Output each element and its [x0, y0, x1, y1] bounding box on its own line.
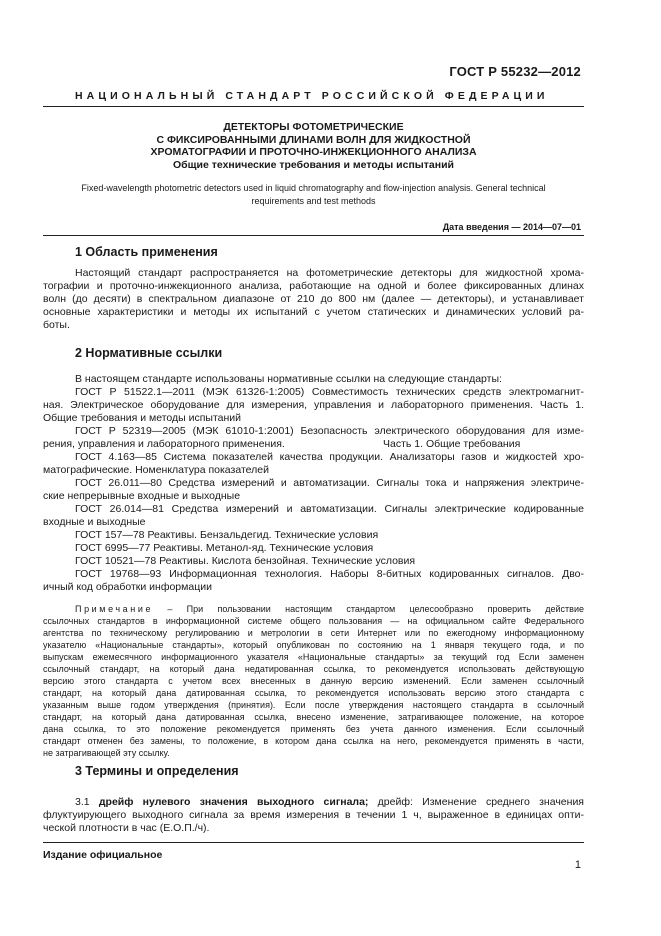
header-rule — [43, 106, 584, 107]
term-line — [75, 796, 584, 809]
title-line: ДЕТЕКТОРЫ ФОТОМЕТРИЧЕСКИЕ — [223, 121, 404, 133]
page-number: 1 — [574, 859, 581, 871]
note-label: Примечание — [75, 604, 154, 614]
reference-line: ГОСТ 4.163—85 Система показателей качества продукции. Анализаторы газов и жидкостей хро- — [75, 451, 584, 463]
english-title — [43, 182, 584, 207]
title-line: ХРОМАТОГРАФИИ И ПРОТОЧНО-ИНЖЕКЦИОННОГО АНАЛИЗА — [150, 146, 477, 158]
paragraph-line: тографии и проточно-инжекционного анализа, работающие на одной и более фиксированных длинах — [43, 280, 584, 292]
paragraph-line: основные характеристики и методы их испытаний с учетом статических и динамических условий ра- — [43, 306, 584, 318]
reference-line: ГОСТ Р 52319—2005 (МЭК 61010-1:2001) Безопасность электрического оборудования для изме- — [75, 425, 584, 437]
note-line: ссылочный стандарт, на который дана недатированная ссылка, то рекомендуется использовать действующую — [43, 664, 584, 674]
note-text: – При пользовании настоящим стандартом целесообразно проверить действие — [153, 604, 584, 614]
term-line: флуктуирующего выходного сигнала за время измерения в течении 1 ч, выраженное в единицах опти- — [43, 809, 584, 821]
term-name: дрейф нулевого значения выходного сигнала; — [98, 796, 369, 808]
section-heading-references: 2 Нормативные ссылки — [75, 346, 223, 360]
note-line: указателю «Национальные стандарты», который опубликован по состоянию на 1 января текущего года, и по — [43, 640, 584, 650]
note-line: указанным выше годом утверждения (принятия). Если после утверждения настоящего стандарта в ссылочный — [43, 700, 584, 710]
reference-line: ГОСТ Р 51522.1—2011 (МЭК 61326-1:2005) Совместимость технических средств электромагнит- — [75, 386, 584, 398]
edition-label: Издание официальное — [43, 849, 163, 861]
reference-line: Общие требования и методы испытаний — [43, 412, 242, 424]
reference-line: Часть 1. Общие требования — [383, 438, 521, 450]
paragraph-line: волн (до десяти) в спектральном диапазоне от 210 до 800 нм (далее — детекторы), и устанавливает — [43, 293, 584, 305]
term-line: ческой плотности в час (Е.О.П./ч). — [43, 822, 210, 834]
paragraph-line: боты. — [43, 319, 70, 331]
footer-rule — [43, 842, 584, 843]
note-line: не затрагивающей эту ссылку. — [43, 748, 170, 758]
reference-line: входные и выходные — [43, 516, 146, 528]
effective-date: Дата введения — 2014—07—01 — [442, 222, 581, 232]
section-heading-terms: 3 Термины и определения — [75, 764, 239, 778]
note-line: стандарт, на который дана датированная ссылка, то рекомендуется использовать версию этого стандарта с — [43, 688, 584, 698]
reference-line: ГОСТ 6995—77 Реактивы. Метанол-яд. Технические условия — [75, 542, 374, 554]
title-subtitle: Общие технические требования и методы испытаний — [173, 158, 454, 171]
reference-line: ная. Электрическое оборудование для измерения, управления и лабораторного применения. Часть 1. — [43, 399, 584, 411]
title-rule — [43, 235, 584, 236]
reference-line: ские непрерывные входные и выходные — [43, 490, 241, 502]
paragraph-line: В настоящем стандарте использованы нормативные ссылки на следующие стандарты: — [75, 373, 502, 385]
section-heading-scope: 1 Область применения — [75, 245, 218, 259]
reference-line: матографические. Номенклатура показателей — [43, 464, 269, 476]
title-line: С ФИКСИРОВАННЫМИ ДЛИНАМИ ВОЛН ДЛЯ ЖИДКОСТНОЙ — [156, 133, 471, 146]
reference-line: ГОСТ 26.014—81 Средства измерений и автоматизации. Сигналы электрические кодированные — [75, 503, 584, 515]
standard-banner: НАЦИОНАЛЬНЫЙ СТАНДАРТ РОССИЙСКОЙ ФЕДЕРАЦИИ — [75, 90, 549, 102]
term-number: 3.1 — [75, 796, 99, 808]
reference-line: ичный код обработки информации — [43, 581, 212, 593]
reference-line: рения, управления и лабораторного применения. — [43, 438, 285, 450]
reference-line: ГОСТ 26.011—80 Средства измерений и автоматизации. Сигналы тока и напряжения электриче- — [75, 477, 584, 489]
note-line: стандарт, на который дана датированная ссылка, внесено изменение, затрагивающее положение, на которое — [43, 712, 584, 722]
note-line: версию этого стандарта с учетом всех внесенных в данную версию изменений. Если заменен ссылочный — [43, 676, 584, 686]
english-title-line: requirements and test methods — [251, 195, 376, 206]
paragraph-line: Настоящий стандарт распространяется на фотометрические детекторы для жидкостной хрома- — [75, 267, 584, 279]
document-number: ГОСТ Р 55232—2012 — [449, 64, 581, 79]
reference-line: ГОСТ 10521—78 Реактивы. Кислота бензойная. Технические условия — [75, 555, 416, 567]
note-line: агентства по техническому регулированию и метрологии в сети Интернет или по ежегодному информационному — [43, 628, 584, 638]
english-title-line: Fixed-wavelength photometric detectors used in liquid chromatography and flow-injection analysis. General technical — [81, 183, 546, 193]
note-line: ссылочных стандартов в информационной системе общего пользования — на официальном сайте Федерального — [43, 616, 584, 626]
reference-line: ГОСТ 157—78 Реактивы. Бензальдегид. Технические условия — [75, 529, 379, 541]
reference-line: ГОСТ 19768—93 Информационная технология. Наборы 8-битных кодированных сигналов. Дво- — [75, 568, 584, 580]
note-line: выпускам ежемесячного информационного указателя «Национальные стандарты» за текущий год Если заменен — [43, 652, 584, 662]
note-line: стандарт отменен без замены, то положение, в котором дана ссылка на него, рекомендуется применять в части, — [43, 736, 584, 746]
note-line: дана ссылка, то это положение рекомендуется применять без учета данного изменения. Если ссылочный — [43, 724, 584, 734]
note-line — [75, 604, 584, 615]
document-title — [43, 121, 584, 171]
term-definition: дрейф: Изменение среднего значения — [368, 796, 584, 808]
